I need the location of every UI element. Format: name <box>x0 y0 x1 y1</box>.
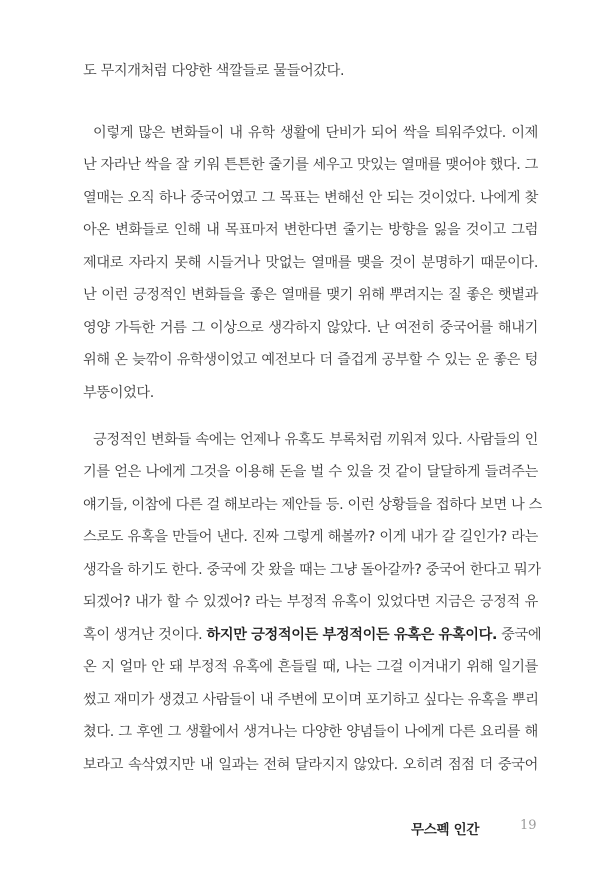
text-line: 스로도 유혹을 만들어 낸다. 진짜 그렇게 해볼까? 이게 내가 갈 길인가? 라는 <box>83 529 538 545</box>
text-line: 긍정적인 변화들 속에는 언제나 유혹도 부록처럼 끼워져 있다. 사람들의 인 <box>93 432 538 448</box>
page-number: 19 <box>520 818 537 833</box>
text-line: 쳤다. 그 후엔 그 생활에서 생겨나는 다양한 양념들이 나에게 다른 요리를 해 <box>83 724 538 740</box>
text-line: 얘기들, 이참에 다른 걸 해보라는 제안들 등. 이런 상황들을 접하다 보면 나 스 <box>83 497 542 513</box>
text-line: 기를 얻은 나에게 그것을 이용해 돈을 벌 수 있을 것 같이 달달하게 들려주는 <box>83 464 538 480</box>
text-line: 이렇게 많은 변화들이 내 유학 생활에 단비가 되어 싹을 틔워주었다. 이제 <box>93 125 538 141</box>
text-line: 아온 변화들로 인해 내 목표마저 변한다면 줄기는 방향을 잃을 것이고 그럼 <box>83 222 538 238</box>
text-line: 되겠어? 내가 할 수 있겠어? 라는 부정적 유혹이 있었다면 지금은 긍정적 유 <box>83 594 538 610</box>
text-line: 위해 온 늦깎이 유학생이었고 예전보다 더 즐겁게 공부할 수 있는 운 좋은 텅 <box>83 352 538 368</box>
running-footer-title: 무스펙 인간 <box>411 822 480 838</box>
text-line: 열매는 오직 하나 중국어였고 그 목표는 변해선 안 되는 것이었다. 나에게 찾 <box>83 190 538 206</box>
text-line: 보라고 속삭였지만 내 일과는 전혀 달라지지 않았다. 오히려 점점 더 중국어 <box>83 757 538 773</box>
text-line: 온 지 얼마 안 돼 부정적 유혹에 흔들릴 때, 나는 그걸 이겨내기 위해 일기를 <box>83 659 538 675</box>
text-line: 썼고 재미가 생겼고 사람들이 내 주변에 모이며 포기하고 싶다는 유혹을 뿌리 <box>83 692 539 708</box>
text-line: 도 무지개처럼 다양한 색깔들로 물들어갔다. <box>83 63 345 79</box>
text-line: 영양 가득한 거름 그 이상으로 생각하지 않았다. 난 여전히 중국어를 해내기 <box>83 320 538 336</box>
text-line: 난 자라난 싹을 잘 키워 튼튼한 줄기를 세우고 맛있는 열매를 맺어야 했다. 그 <box>83 157 538 173</box>
text-line-with-emphasis <box>83 625 542 645</box>
text-segment: 혹이 생겨난 것이다. <box>83 627 207 643</box>
text-line: 난 이런 긍정적인 변화들을 좋은 열매를 맺기 위해 뿌려지는 질 좋은 햇볕과 <box>83 287 538 303</box>
text-line: 제대로 자라지 못해 시들거나 맛없는 열매를 맺을 것이 분명하기 때문이다. <box>83 255 538 271</box>
text-segment: 중국에 <box>497 627 542 643</box>
emphasis-text: 하지만 긍정적이든 부정적이든 유혹은 유혹이다. <box>206 627 497 643</box>
text-line: 생각을 하기도 한다. 중국에 갓 왔을 때는 그냥 돌아갈까? 중국어 한다고 뭐가 <box>83 562 541 578</box>
text-line: 부뚱이었다. <box>83 385 154 401</box>
